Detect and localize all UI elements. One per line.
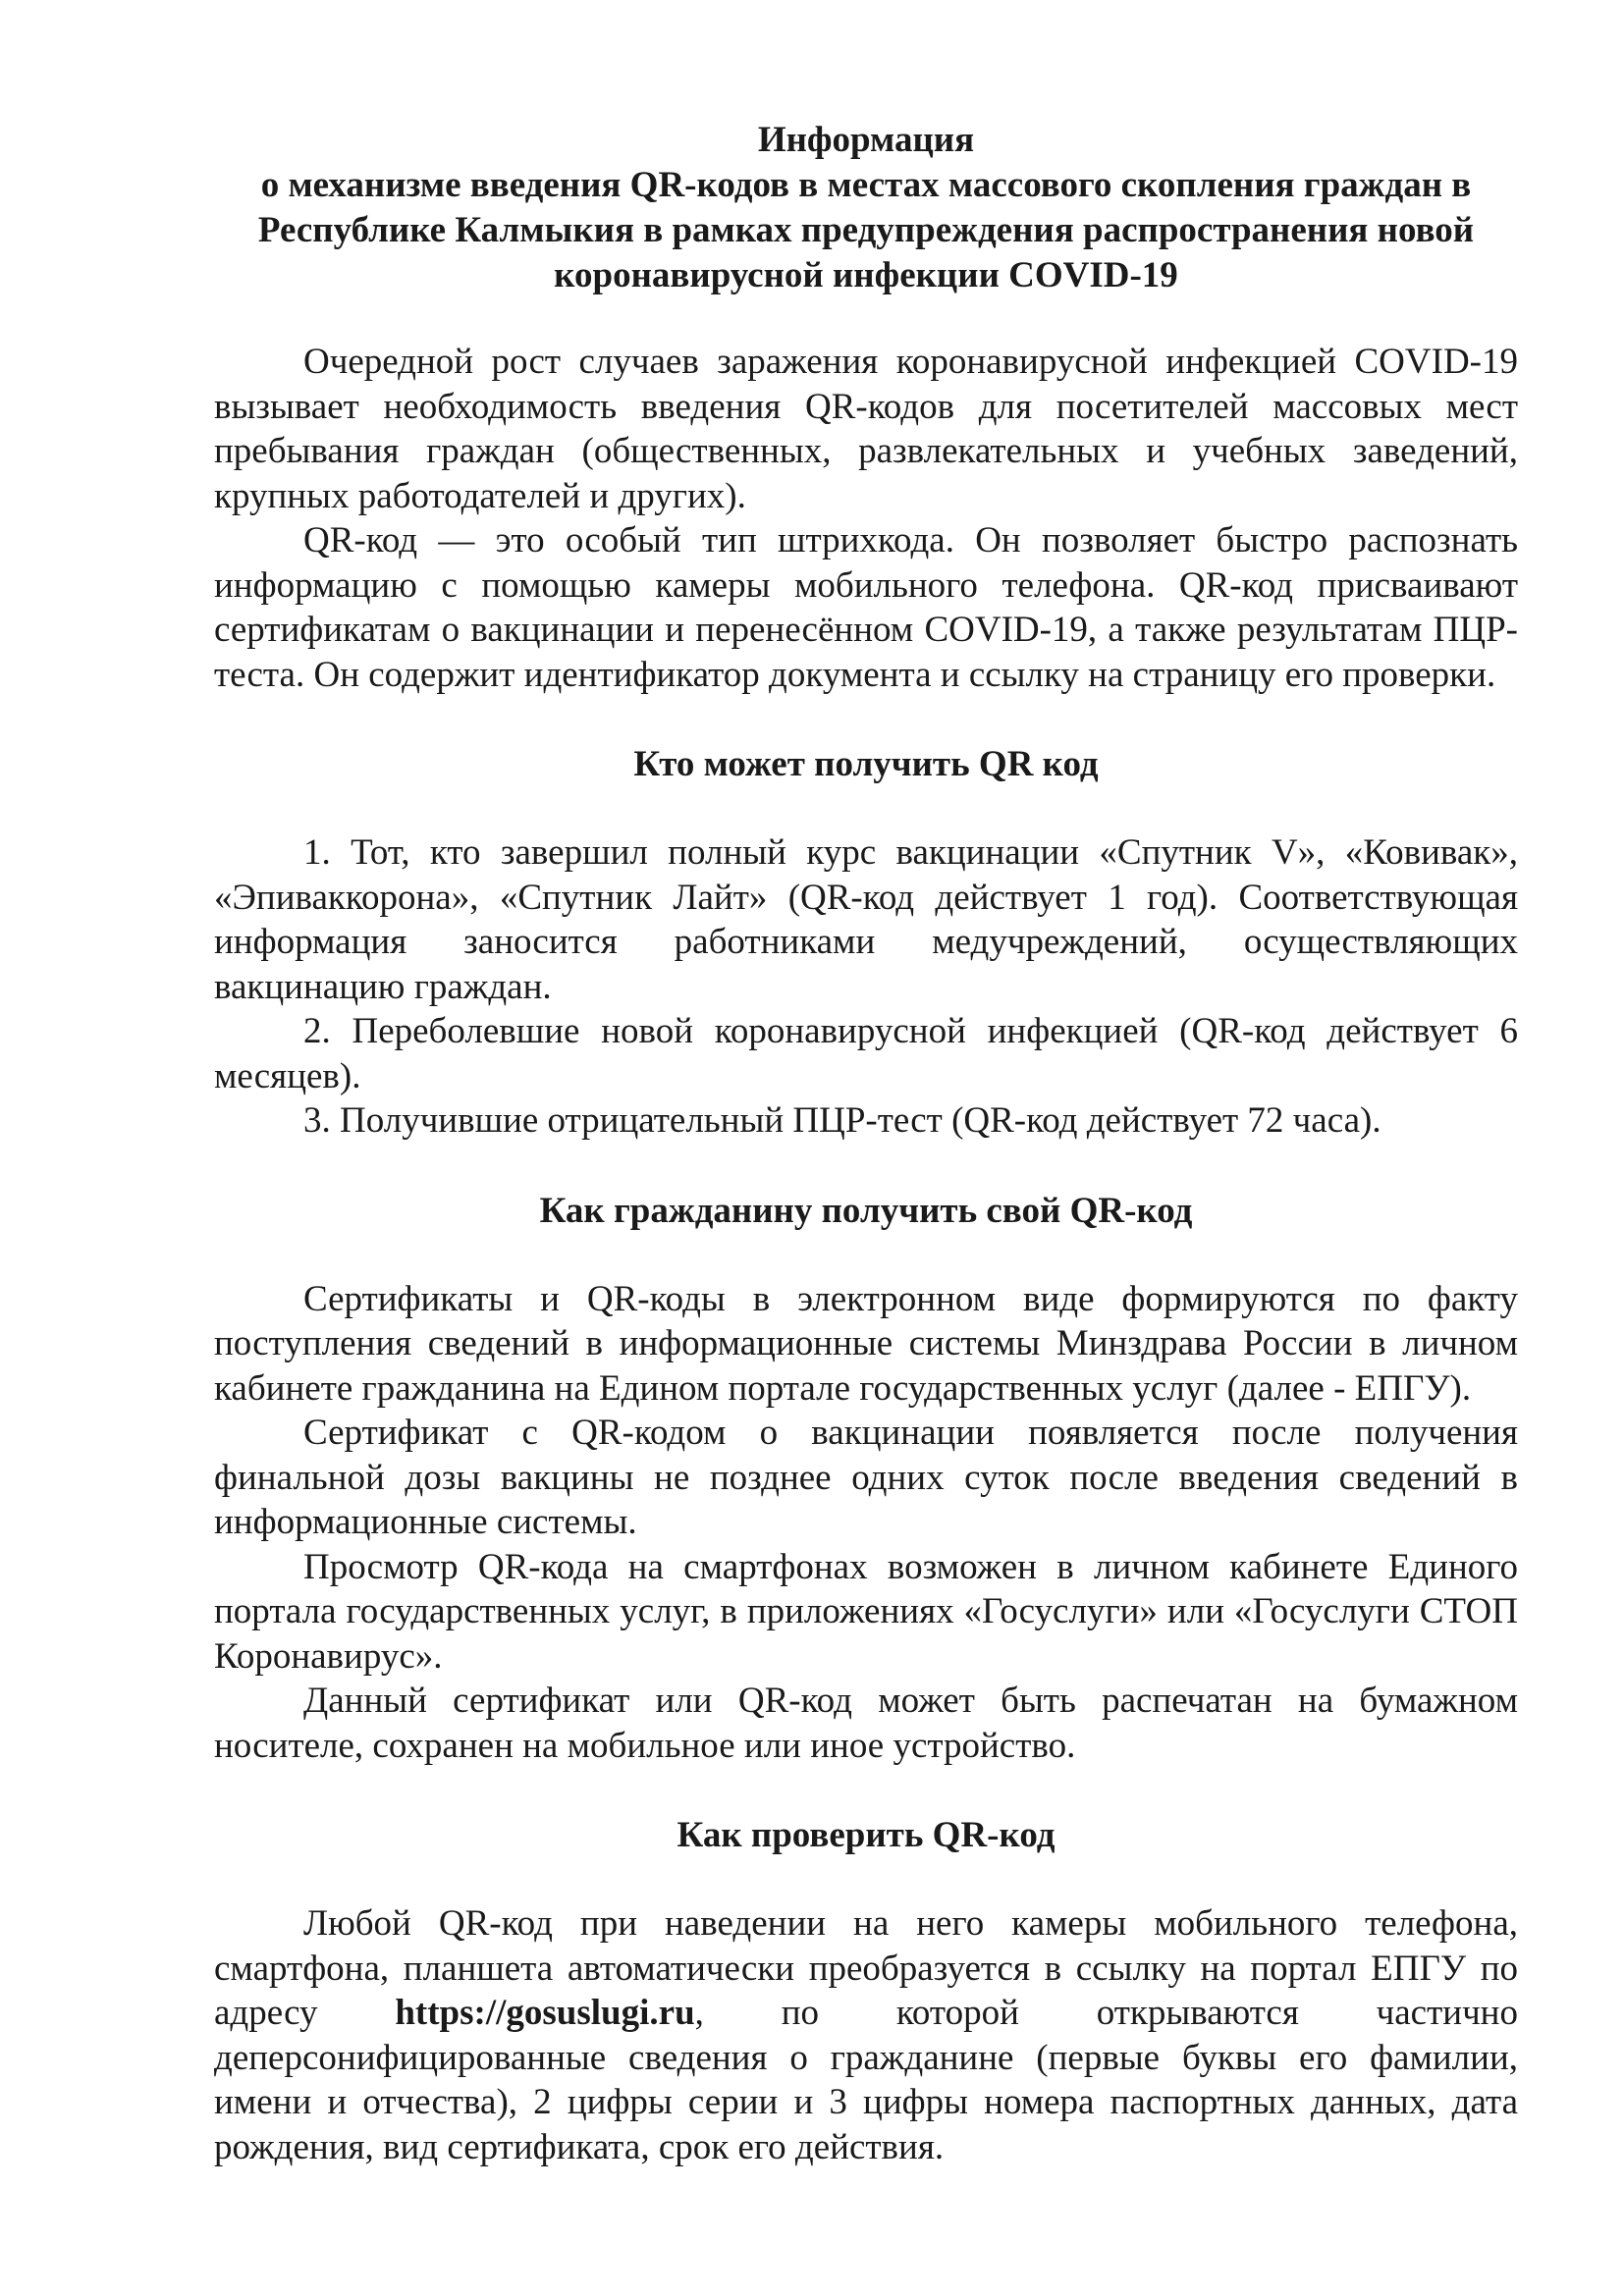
spacer — [214, 298, 1518, 340]
spacer — [214, 697, 1518, 742]
title-line-1: Информация — [757, 120, 975, 160]
section-heading-how-to-get: Как гражданину получить свой QR-код — [539, 1190, 1193, 1231]
how-to-get-paragraph-2: Сертификат с QR-кодом о вакцинации появляется после получения финальной дозы вакцины не позднее одних суток после введения сведений в информационные системы. — [214, 1413, 1518, 1542]
spacer — [214, 1858, 1518, 1901]
intro-paragraph-1: Очередной рост случаев заражения коронавирусной инфекцией COVID-19 вызывает необходимость введения QR-кодов для посетителей массовых мест пребывания граждан (общественных, развлекательных и учебных заведений, крупных работодателей и других). — [214, 342, 1518, 516]
how-to-get-paragraph-4: Данный сертификат или QR-код может быть распечатан на бумажном носителе, сохранен на мобильное или иное устройство. — [214, 1681, 1518, 1766]
how-to-check-paragraph — [214, 1901, 1518, 2169]
list-item-2: 2. Переболевшие новой коронавирусной инфекцией (QR-код действует 6 месяцев). — [214, 1011, 1518, 1096]
gosuslugi-link[interactable]: https://gosuslugi.ru — [395, 1993, 695, 2033]
how-to-check-text-before: Любой QR-код при наведении на него камеры мобильного телефона, смартфона, планшета автоматически преобразуется в ссылку на портал ЕПГУ по адресу — [214, 1903, 1518, 2033]
spacer — [214, 1768, 1518, 1813]
section-heading-who-can-get: Кто может получить QR код — [633, 744, 1099, 784]
spacer — [214, 1234, 1518, 1277]
list-item-3: 3. Получившие отрицательный ПЦР-тест (QR-код действует 72 часа). — [303, 1100, 1381, 1141]
how-to-get-paragraph-1: Сертификаты и QR-коды в электронном виде формируются по факту поступления сведений в информационные системы Минздрава России в личном кабинете гражданина на Едином портале государственных услуг (далее - ЕПГУ). — [214, 1278, 1518, 1409]
spacer — [214, 787, 1518, 830]
document-content — [214, 118, 1518, 2169]
intro-paragraph-2: QR-код — это особый тип штрихкода. Он позволяет быстро распознать информацию с помощью камеры мобильного телефона. QR-код присваивают сертификатам о вакцинации и перенесённом COVID-19, а также результатам ПЦР-теста. Он содержит идентификатор документа и ссылку на страницу его проверки. — [214, 520, 1518, 695]
title-line-2: о механизме введения QR-кодов в местах массового скопления граждан в Республике Калмыкия в рамках предупреждения распространения новой коронавирусной инфекции COVID-19 — [257, 165, 1475, 295]
spacer — [214, 1144, 1518, 1189]
how-to-check-text-after: , по которой открываются частично деперсонифицированные сведения о гражданине (первые буквы его фамилии, имени и отчества), 2 цифры серии и 3 цифры номера паспортных данных, дата рождения, вид сертификата, срок его действия. — [214, 1993, 1518, 2167]
document-title — [214, 118, 1518, 298]
section-heading-how-to-check: Как проверить QR-код — [677, 1815, 1056, 1855]
how-to-get-paragraph-3: Просмотр QR-кода на смартфонах возможен в личном кабинете Единого портала государственных услуг, в приложениях «Госуслуги» или «Госуслуги СТОП Коронавирус». — [214, 1546, 1518, 1677]
list-item-1: 1. Тот, кто завершил полный курс вакцинации «Спутник V», «Ковивак», «Эпиваккорона», «Спутник Лайт» (QR-код действует 1 год). Соответствующая информация заносится работниками медучреждений, осуществляющих вакцинацию граждан. — [214, 832, 1518, 1007]
